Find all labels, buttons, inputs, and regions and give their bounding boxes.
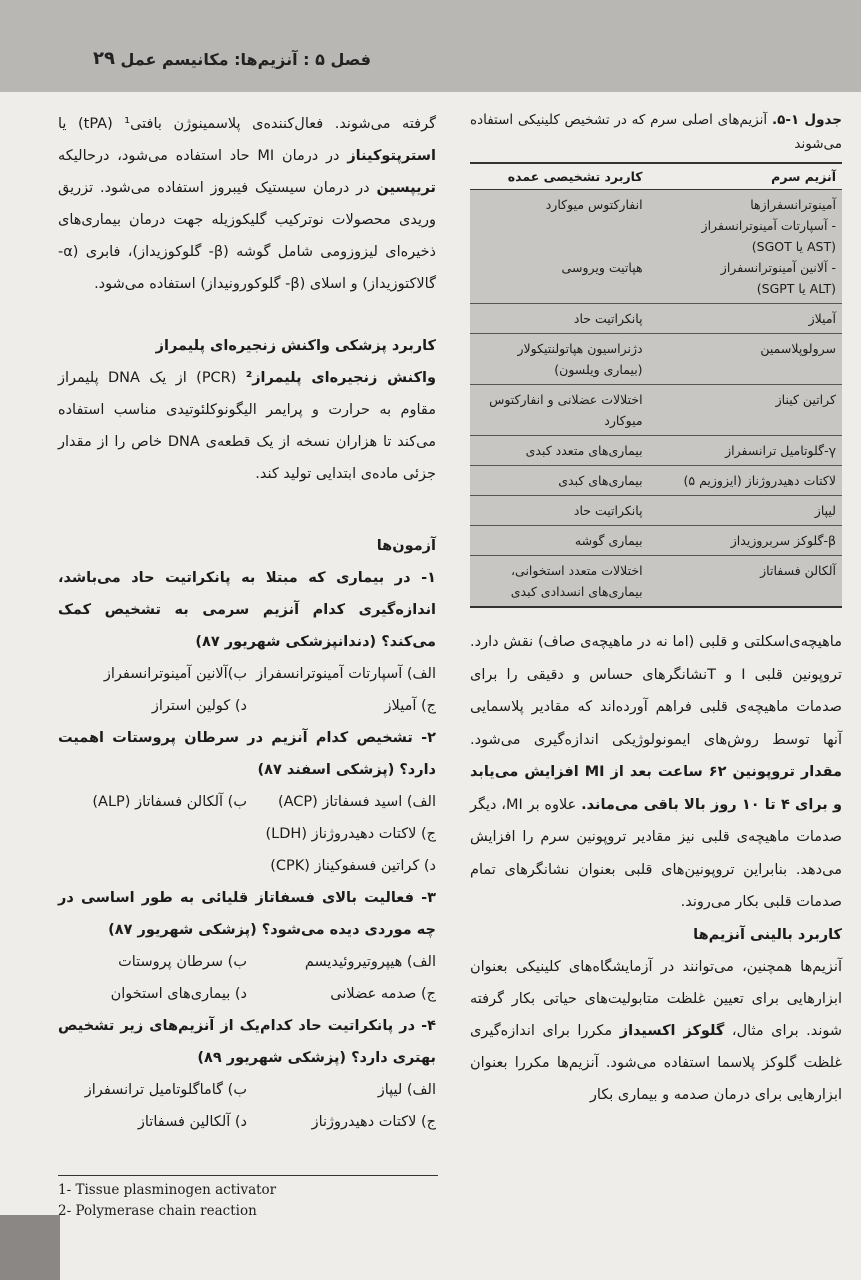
therapy-paragraph: [58, 108, 436, 300]
footnote-2: 2- Polymerase chain reaction: [58, 1203, 257, 1219]
page-number: ۲۹: [93, 48, 115, 69]
table-row: [470, 385, 842, 436]
clinical-text-a: آنزیم‌ها همچنین، می‌توانند در آزمایشگاه‌های کلینیکی بعنوان ابزارهایی برای تعیین غلظت متابولیت‌های حیاتی بکار گرفته شوند. برای مثال،: [470, 958, 843, 1039]
q3-option-a: الف) هیپروتیروئیدیسم: [304, 954, 436, 970]
q3-option-c: ج) صدمه عضلانی: [330, 986, 436, 1002]
table-row: [470, 496, 842, 526]
use-cell: بیماری‌های متعدد کبدی: [470, 436, 649, 466]
troponin-text-bold: مقدار تروپونین ۶۲ ساعت بعد از MI افزایش می‌یابد و برای ۴ تا ۱۰ روز بالا باقی می‌ماند.: [470, 764, 842, 813]
question-3-options: [58, 946, 436, 1010]
pcr-bold: واکنش زنجیره‌ای پلیمراز²: [245, 370, 437, 386]
clinical-text-b: مکررا برای اندازه‌گیری غلظت گلوکز پلاسما استفاده می‌شود. آنزیم‌ها مکررا بعنوان ابزارهایی برای درمان صدمه و بیماری بکار: [470, 1022, 842, 1103]
q4-option-a: الف) لیپاز: [377, 1082, 436, 1098]
enzyme-cell: لیپاز: [649, 496, 842, 526]
table-body: [470, 190, 842, 608]
footnotes: [58, 1175, 438, 1222]
table-row: [470, 304, 842, 334]
use-cell: اختلالات عضلانی و انفارکتوس میوکارد: [470, 385, 649, 436]
right-column: [470, 108, 842, 1111]
q3-option-b: ب) سرطان پروستات: [118, 954, 247, 970]
pcr-paragraph: [58, 362, 436, 490]
enzyme-cell: کراتین کیناز: [649, 385, 842, 436]
table-caption: [470, 108, 842, 156]
question-3: ۳- فعالیت بالای فسفاتاز قلیائی به طور اساسی در چه موردی دیده می‌شود؟ (پزشکی شهریور ۸۷): [58, 890, 436, 938]
enzyme-table: [470, 162, 842, 608]
q2-option-a: الف) اسید فسفاتاز (ACP): [277, 794, 436, 810]
use-cell: دژنراسیون هپاتولنتیکولار (بیماری ویلسون): [470, 334, 649, 385]
section-title-pcr: کاربرد پزشکی واکنش زنجیره‌ای پلیمراز: [155, 338, 436, 354]
table-caption-label: جدول ۱-۵.: [771, 112, 842, 128]
table-row: [470, 526, 842, 556]
left-column: [58, 108, 436, 1138]
question-4-options: [58, 1074, 436, 1138]
q4-option-c: ج) لاکتات دهیدروژناز: [311, 1114, 436, 1130]
question-4: ۴- در پانکراتیت حاد کدام‌یک از آنزیم‌های زیر تشخیص بهتری دارد؟ (پزشکی شهریور ۸۹): [58, 1018, 436, 1066]
section-title-quiz: آزمون‌ها: [376, 538, 436, 554]
clinical-paragraph: [470, 951, 842, 1111]
enzyme-cell: سرولوپلاسمین: [649, 334, 842, 385]
question-1-options: [58, 658, 436, 722]
therapy-text-c: در درمان سیستیک فیبروز استفاده می‌شود. تزریق وریدی محصولات نوترکیب گلیکوزیله جهت درمان بیماری‌های ذخیره‌ای لیزوزومی شامل گوشه (β- گلوکوزیداز)، فابری (α-گالاکتوزیداز) و اسلای (β- گلوکورونیداز) استفاده می‌شود.: [58, 180, 437, 292]
question-2: ۲- تشخیص کدام آنزیم در سرطان پروستات اهمیت دارد؟ (پزشکی اسفند ۸۷): [58, 730, 436, 778]
use-cell: پانکراتیت حاد: [470, 304, 649, 334]
therapy-bold-streptokinase: استرپتوکیناز: [347, 148, 436, 164]
table-caption-text: آنزیم‌های اصلی سرم که در تشخیص کلینیکی استفاده می‌شوند: [470, 112, 842, 152]
q4-option-d: د) آلکالین فسفاتاز: [137, 1114, 247, 1130]
col-header-enzyme: آنزیم سرم: [649, 163, 842, 190]
q1-option-b: ب)آلانین آمینوترانسفراز: [103, 666, 247, 682]
question-1: ۱- در بیماری که مبتلا به پانکراتیت حاد می‌باشد، اندازه‌گیری کدام آنزیم سرمی به تشخیص کمک می‌کند؟ (دندانپزشکی شهریور ۸۷): [58, 570, 436, 650]
chapter-title: فصل ۵ : آنزیم‌ها: مکانیسم عمل: [120, 50, 371, 69]
troponin-text-a: ماهیچه‌ی‌اسکلتی و قلبی (اما نه در ماهیچه‌ی صاف) نقش دارد. تروپونین قلبی I و Tنشانگرهای حساس و دقیقی را برای صدمات ماهیچه‌ی قلبی فراهم آورده‌اند که مقادیر پلاسمایی آنها توسط روش‌های ایمونولوژیکی اندازه‌گیری می‌شود.: [470, 634, 842, 748]
question-2-options: [58, 786, 436, 818]
q2-option-d: د) کراتین فسفوکیناز (CPK): [270, 858, 436, 874]
therapy-bold-trypsin: تریپسین: [376, 180, 437, 196]
q1-option-c: ج) آمیلاز: [384, 698, 436, 714]
q2-option-c: ج) لاکتات دهیدروژناز (LDH): [265, 826, 436, 842]
page-edge-shadow: [0, 1215, 60, 1280]
troponin-text-c: علاوه بر MI، دیگر صدمات ماهیچه‌ی قلبی نیز مقادیر تروپونین سرم را افزایش می‌دهد. بنابراین تروپونین‌های قلبی بعنوان نشانگرهای تمام صدمات قلبی بکار می‌روند.: [470, 796, 842, 910]
q3-option-d: د) بیماری‌های استخوان: [110, 986, 247, 1002]
footnote-1: 1- Tissue plasminogen activator: [58, 1182, 277, 1198]
question-2-options-cont: [58, 818, 436, 882]
use-cell: انفارکتوس میوکارد هپاتیت ویروسی: [470, 190, 649, 304]
table-row: [470, 556, 842, 608]
table-row: [470, 436, 842, 466]
q1-option-d: د) کولین استراز: [151, 698, 247, 714]
use-cell: اختلالات متعدد استخوانی، بیماری‌های انسدادی کبدی: [470, 556, 649, 608]
q2-option-b: ب) آلکالن فسفاتاز (ALP): [92, 794, 247, 810]
table-row: [470, 334, 842, 385]
therapy-text-b: در درمان MI حاد استفاده می‌شود، درحالیکه: [58, 148, 340, 164]
table-row: [470, 466, 842, 496]
section-title-clinical: کاربرد بالینی آنزیم‌ها: [693, 926, 842, 943]
table-row: [470, 190, 842, 304]
enzyme-cell: آمیلاز: [649, 304, 842, 334]
use-cell: بیماری گوشه: [470, 526, 649, 556]
troponin-paragraph: [470, 626, 842, 919]
clinical-text-bold: گلوکز اکسیداز: [619, 1022, 725, 1039]
enzyme-cell: آمینوترانسفرازها - آسپارتات آمینوترانسفراز (AST یا SGOT) - آلانین آمینوترانسفراز (ALT یا SGPT): [649, 190, 842, 304]
q1-option-a: الف) آسپارتات آمینوترانسفراز: [256, 666, 436, 682]
page-header: [0, 0, 861, 92]
enzyme-cell: لاکتات دهیدروژناز (ایزوزیم ۵): [649, 466, 842, 496]
use-cell: بیماری‌های کبدی: [470, 466, 649, 496]
use-cell: پانکراتیت حاد: [470, 496, 649, 526]
therapy-text-a: گرفته می‌شوند. فعال‌کننده‌ی پلاسمینوژن بافتی¹ (tPA) یا: [58, 116, 436, 132]
table-header-row: [470, 163, 842, 190]
col-header-use: کاربرد تشخیصی عمده: [470, 163, 649, 190]
q4-option-b: ب) گاماگلوتامیل ترانسفراز: [84, 1082, 247, 1098]
enzyme-cell: γ-گلوتامیل ترانسفراز: [649, 436, 842, 466]
pcr-text: (PCR) از یک DNA پلیمراز مقاوم به حرارت و پرایمر الیگونوکلئوتیدی مناسب استفاده می‌کند تا هزاران نسخه از یک قطعه‌ی DNA خاص را از مقدار جزئی ماده‌ی ابتدایی تولید کند.: [58, 370, 436, 482]
enzyme-cell: آلکالن فسفاتاز: [649, 556, 842, 608]
enzyme-cell: β-گلوکز سربروزیداز: [649, 526, 842, 556]
